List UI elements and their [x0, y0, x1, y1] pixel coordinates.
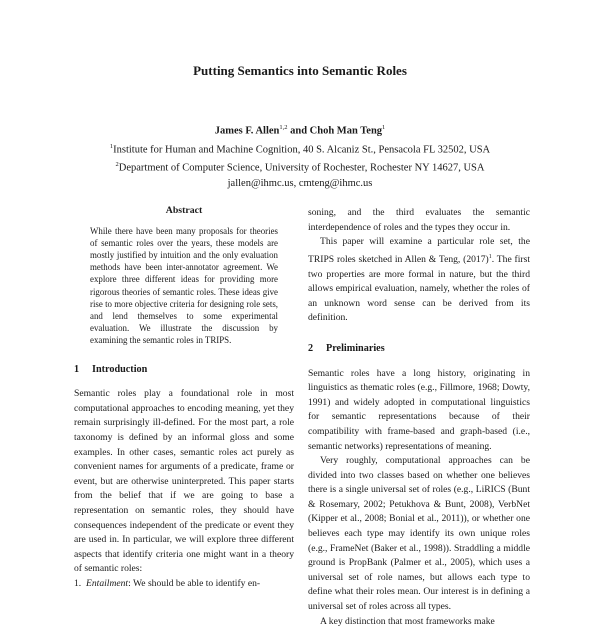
left-column: [74, 204, 294, 592]
abstract-heading: Abstract: [165, 205, 203, 216]
author-emails: jallen@ihmc.us, cmteng@ihmc.us: [227, 177, 373, 189]
author-block: [0, 120, 600, 191]
p2-mid: roles sketched in Allen & Teng, (2017): [334, 253, 489, 265]
author-2-affil-sup: 1: [382, 124, 386, 131]
right-column: [308, 206, 530, 629]
affiliation-2-text: Department of Computer Science, University of Rochester, Rochester NY 14627, USA: [118, 162, 485, 174]
section-title: Introduction: [92, 363, 148, 375]
trips-name: TRIPS: [308, 253, 335, 265]
paper-title: Putting Semantics into Semantic Roles: [193, 63, 407, 78]
list-item-text: [86, 577, 260, 592]
intro-paragraph: Semantic roles play a foundational role in most computational approaches to encoding meaning, yet they remain surprisingly ill-defined. For the most part, a role taxonomy is defined by an informal gloss and some examples. In other cases, semantic roles act purely as convenient names for arguments of a predicate, frame or event, but are otherwise uninterpreted. This paper starts from the belief that if we are going to base a representation on semantic roles, they should have consequences independent of the predicate or event they are used in. In particular, we will explore three different aspects that identify criteria one might want in a theory of semantic roles:: [74, 388, 294, 575]
author-1: James F. Allen: [214, 125, 280, 137]
list-item-label: 1.: [74, 577, 82, 589]
p2-pre: This paper will examine a particular role set, the: [320, 236, 530, 248]
prelim-paragraph-1: Semantic roles have a long history, originating in linguistics as thematic roles (e.g., Fillmore, 1968; Dowty, 1991) and widely adopted in computational linguistics for semantic representations because of their compatibility with frame-based and graph-based (i.e., semantic networks) representations of meaning.: [308, 367, 530, 452]
affiliation-2-sup: 2: [115, 161, 119, 168]
author-names: [0, 120, 600, 139]
author-2: Choh Man Teng: [309, 125, 383, 137]
prelim-paragraph-3: A key distinction that most frameworks make: [320, 615, 495, 627]
intro-continuation: soning, and the third evaluates the semantic interdependence of roles and the types they occur in.: [308, 207, 530, 233]
abstract-text: While there have been many proposals for theories of semantic roles over the years, these models are mostly justified by intuition and the only evaluation methods have been inter-annotator agreement. We explore three different ideas for providing more rigorous theories of semantic roles. These ideas give rise to more objective criteria for designing role sets, and lend themselves to some experimental evaluation. We illustrate the discussion by examining the semantic roles in TRIPS.: [90, 225, 278, 346]
section-title: Preliminaries: [326, 342, 385, 354]
affiliation-2: [0, 157, 600, 176]
section-number: 1: [74, 363, 80, 375]
prelim-paragraph-2: Very roughly, computational approaches can be divided into two classes based on whether one believes there is a single universal set of roles (e.g., LiRICS (Bunt & Rosemary, 2002; Petukhova & Bunt, 2008), VerbNet (Kipper et al., 2008; Bonial et al., 2011)), or whether one believes each type may identify its own unique roles (e.g., FrameNet (Baker et al., 1998)). Straddling a middle ground is PropBank (Palmer et al., 2005), which uses a universal set of role names, but allows each type to define what their roles mean. Our interest is in defining a universal set of roles across all types.: [308, 455, 530, 613]
section-preliminaries-heading: [308, 342, 530, 357]
author-1-affil-sup: 1,2: [279, 124, 288, 131]
list-item-term: Entailment: [86, 577, 129, 589]
section-introduction-heading: [74, 363, 294, 378]
affiliation-1-text: Institute for Human and Machine Cognition, 40 S. Alcaniz St., Pensacola FL 32502, USA: [113, 144, 491, 155]
affiliation-1: [0, 139, 600, 158]
affiliation-1-sup: 1: [109, 142, 114, 150]
intro-paragraph-2: [308, 235, 530, 326]
section-number: 2: [308, 342, 314, 354]
author-and: and: [287, 125, 310, 137]
list-item-desc: : We should be able to identify en-: [128, 577, 261, 589]
footnote-marker: 1: [488, 253, 492, 260]
criteria-list-item: [74, 577, 294, 592]
p2-post: . The first two properties are more formal in nature, but the third allows empirical evaluation, namely, whether the roles of an unknown word sense can be derived from its definition.: [308, 253, 530, 324]
